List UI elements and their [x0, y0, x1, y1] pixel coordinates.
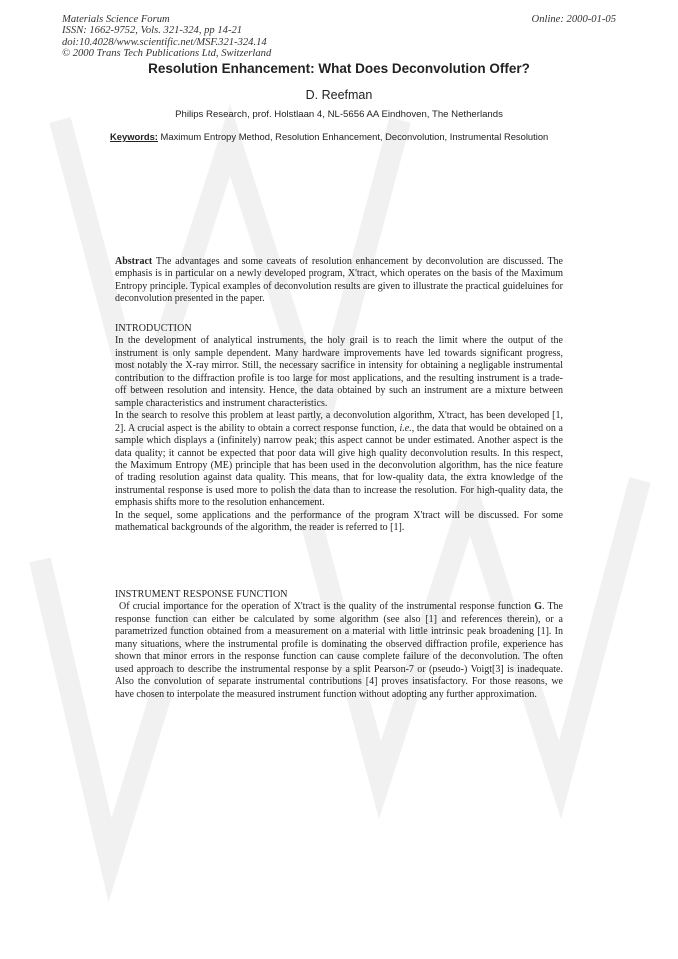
journal-name: Materials Science Forum	[62, 14, 170, 25]
citation-header	[62, 14, 392, 60]
copyright-line: © 2000 Trans Tech Publications Ltd, Switzerland	[62, 48, 272, 60]
issn-line: ISSN: 1662-9752, Vols. 321-324, pp 14-21	[62, 25, 243, 37]
instrument-response-paragraph	[115, 601, 563, 701]
irf-p1-symbol: G	[534, 601, 542, 613]
affiliation: Philips Research, prof. Holstlaan 4, NL-5656 AA Eindhoven, The Netherlands	[175, 109, 503, 120]
introduction-paragraph-2	[115, 410, 563, 510]
introduction-paragraph-1: In the development of analytical instruments, the holy grail is to reach the limit where the output of the instrument is only sample dependent. Many hardware improvements have led towards significant progress, most notably the X-ray mirror. Still, the necessary sacrifice in intensity for obtaining a negligable instrumental contribution to the diffraction profile is too large for most applications, and the resulting instrument is a trade-off between resolution and intensity. Hence, the data obtained by such an instrument are a mixture between sample characteristics and instrument characteristics.	[115, 335, 563, 409]
keywords-label: Keywords:	[110, 131, 158, 142]
introduction-p2-start: In the search to resolve this problem at least partly, a deconvolution algorithm, X'tract, has been developed [1, 2]. A crucial aspect is the ability to obtain a correct response function,	[115, 410, 563, 434]
paper-title-text: Resolution Enhancement: What Does Deconvolution Offer?	[148, 61, 530, 76]
irf-p1-start: Of crucial importance for the operation of X'tract is the quality of the instrumental response function	[119, 601, 532, 613]
introduction-section	[115, 323, 563, 535]
author-name: D. Reefman	[305, 88, 373, 102]
keywords	[110, 131, 560, 143]
introduction-paragraph-3: In the sequel, some applications and the performance of the program X'tract will be discussed. For some mathematical backgrounds of the algorithm, the reader is referred to [1].	[115, 509, 563, 534]
abstract-text: The advantages and some caveats of resolution enhancement by deconvolution are discussed. The emphasis is in particular on a newly developed program, X'tract, which operates on the basis of the Maximum Entropy principle. Typical examples of deconvolution results are given to illustrate the practical guideluines for deconvolution presented in the paper.	[115, 256, 563, 305]
introduction-p2-end: , the data that would be obtained on a sample which displays a (infinitely) narrow peak; this aspect cannot be under estimated. Another aspect is the data quality; it cannot be expected that poor data will give high quality deconvolution results. In this respect, the Maximum Entropy (ME) principle that has been used in the deconvolution algorithm, has the nice feature of trading resolution against data quality. This means, that for low-quality data, the extra knowledge of the instrumental response is used more to polish the data than to increase the resolution. For high-quality data, the emphasis shifts more to the resolution enhancement.	[115, 422, 563, 509]
paper-title	[0, 61, 678, 76]
instrument-response-section	[115, 589, 563, 701]
abstract-label: Abstract	[115, 256, 153, 267]
doi-line: doi:10.4028/www.scientific.net/MSF.321-324.14	[62, 36, 267, 48]
online-date: Online: 2000-01-05	[531, 14, 616, 25]
instrument-response-heading: INSTRUMENT RESPONSE FUNCTION	[115, 589, 288, 600]
introduction-heading: INTRODUCTION	[115, 323, 192, 334]
introduction-p2-ie: i.e.	[399, 422, 412, 434]
keywords-text: Maximum Entropy Method, Resolution Enhancement, Deconvolution, Instrumental Resolution	[160, 131, 549, 142]
irf-p1-end: . The response function can either be calculated by some algorithm (see also [1] and references therein), or a parametrized function obtained from a measurement on a material with little intrinsic peak broadening [1]. In many situations, where the instrumental profile is dominating the observed diffraction profile, experience has shown that minor errors in the response function can cause complete failure of the deconvolution. The often used approach to describe the instrumental response by a split Pearson-7 or (pseudo-) Voigt[3] is inadequate. Also the convolution of separate instrumental contributions [4] proves insatisfactory. For those reasons, we have chosen to interpolate the measured instrument function without adopting any further approximation.	[115, 601, 563, 700]
abstract	[115, 256, 563, 306]
